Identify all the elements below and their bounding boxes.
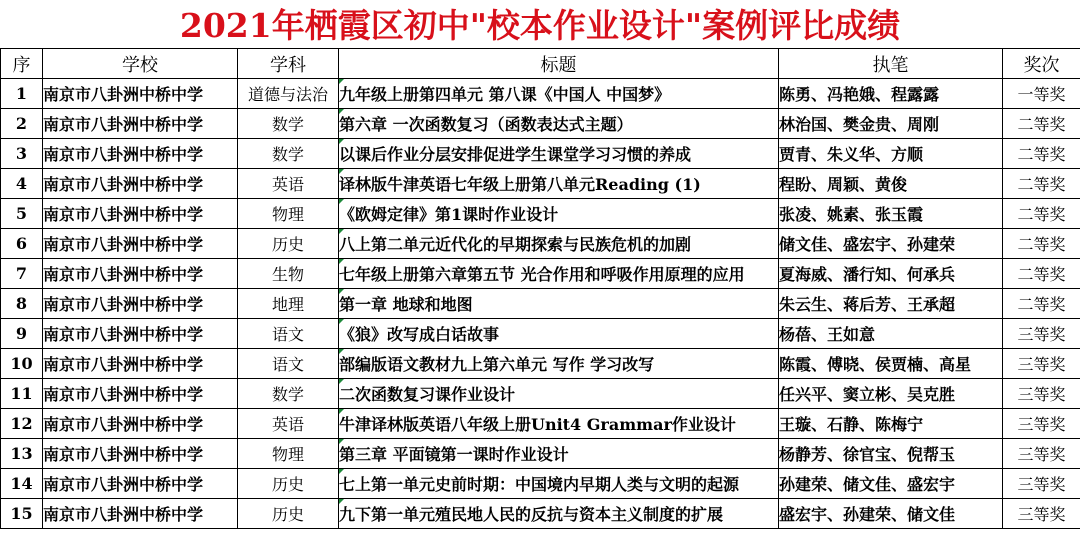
cell-award[interactable]: 二等奖 [1003,139,1080,169]
cell-school[interactable]: 南京市八卦洲中桥中学 [43,229,238,259]
cell-award[interactable]: 二等奖 [1003,199,1080,229]
cell-subject[interactable]: 英语 [238,169,339,199]
cell-subject[interactable]: 数学 [238,139,339,169]
cell-no[interactable]: 10 [1,349,43,379]
sheet-title: 2021年栖霞区初中"校本作业设计"案例评比成绩 [179,6,901,45]
cell-no[interactable]: 3 [1,139,43,169]
cell-subject[interactable]: 历史 [238,469,339,499]
cell-award[interactable]: 三等奖 [1003,499,1080,529]
cell-school[interactable]: 南京市八卦洲中桥中学 [43,109,238,139]
cell-title[interactable]: 《欧姆定律》第1课时作业设计 [339,199,779,229]
cell-title[interactable]: 七上第一单元史前时期：中国境内早期人类与文明的起源 [339,469,779,499]
cell-title[interactable]: 第六章 一次函数复习（函数表达式主题） [339,109,779,139]
table-row [1,199,1080,229]
cell-school[interactable]: 南京市八卦洲中桥中学 [43,259,238,289]
cell-author[interactable]: 张凌、姚素、张玉霞 [779,199,1003,229]
cell-author[interactable]: 杨静芳、徐官宝、倪帮玉 [779,439,1003,469]
cell-award[interactable]: 三等奖 [1003,349,1080,379]
cell-no[interactable]: 15 [1,499,43,529]
cell-no[interactable]: 8 [1,289,43,319]
cell-award[interactable]: 三等奖 [1003,469,1080,499]
cell-award[interactable]: 二等奖 [1003,229,1080,259]
cell-award[interactable]: 二等奖 [1003,169,1080,199]
cell-title[interactable]: 七年级上册第六章第五节 光合作用和呼吸作用原理的应用 [339,259,779,289]
cell-subject[interactable]: 英语 [238,409,339,439]
cell-award[interactable]: 三等奖 [1003,319,1080,349]
cell-author[interactable]: 储文佳、盛宏宇、孙建荣 [779,229,1003,259]
cell-no[interactable]: 13 [1,439,43,469]
table-row [1,289,1080,319]
cell-school[interactable]: 南京市八卦洲中桥中学 [43,139,238,169]
cell-author[interactable]: 陈霞、傅晓、侯贾楠、高星 [779,349,1003,379]
cell-title[interactable]: 八上第二单元近代化的早期探索与民族危机的加剧 [339,229,779,259]
cell-subject[interactable]: 数学 [238,109,339,139]
results-table [0,48,1080,529]
cell-award[interactable]: 一等奖 [1003,79,1080,109]
cell-subject[interactable]: 数学 [238,379,339,409]
cell-school[interactable]: 南京市八卦洲中桥中学 [43,469,238,499]
cell-title[interactable]: 二次函数复习课作业设计 [339,379,779,409]
table-body [1,79,1080,529]
cell-subject[interactable]: 地理 [238,289,339,319]
table-row [1,79,1080,109]
cell-author[interactable]: 王璇、石静、陈梅宁 [779,409,1003,439]
cell-award[interactable]: 二等奖 [1003,109,1080,139]
cell-title[interactable]: 九下第一单元殖民地人民的反抗与资本主义制度的扩展 [339,499,779,529]
cell-no[interactable]: 1 [1,79,43,109]
table-row [1,499,1080,529]
cell-no[interactable]: 5 [1,199,43,229]
header-subject[interactable]: 学科 [238,49,339,79]
cell-school[interactable]: 南京市八卦洲中桥中学 [43,319,238,349]
cell-no[interactable]: 6 [1,229,43,259]
table-row [1,319,1080,349]
cell-subject[interactable]: 物理 [238,199,339,229]
cell-no[interactable]: 11 [1,379,43,409]
cell-school[interactable]: 南京市八卦洲中桥中学 [43,79,238,109]
table-row [1,349,1080,379]
cell-award[interactable]: 二等奖 [1003,289,1080,319]
header-award[interactable]: 奖次 [1003,49,1080,79]
cell-school[interactable]: 南京市八卦洲中桥中学 [43,199,238,229]
cell-author[interactable]: 陈勇、冯艳娥、程露露 [779,79,1003,109]
cell-no[interactable]: 7 [1,259,43,289]
table-row [1,469,1080,499]
cell-school[interactable]: 南京市八卦洲中桥中学 [43,169,238,199]
cell-author[interactable]: 孙建荣、储文佳、盛宏宇 [779,469,1003,499]
cell-school[interactable]: 南京市八卦洲中桥中学 [43,289,238,319]
cell-no[interactable]: 9 [1,319,43,349]
table-row [1,169,1080,199]
table-row [1,409,1080,439]
cell-author[interactable]: 贾青、朱义华、方顺 [779,139,1003,169]
cell-subject[interactable]: 道德与法治 [238,79,339,109]
cell-title[interactable]: 第三章 平面镜第一课时作业设计 [339,439,779,469]
header-title[interactable]: 标题 [339,49,779,79]
header-no[interactable]: 序 [1,49,43,79]
cell-title[interactable]: 译林版牛津英语七年级上册第八单元Reading (1) [339,169,779,199]
cell-award[interactable]: 三等奖 [1003,379,1080,409]
cell-title[interactable]: 九年级上册第四单元 第八课《中国人 中国梦》 [339,79,779,109]
cell-title[interactable]: 以课后作业分层安排促进学生课堂学习习惯的养成 [339,139,779,169]
cell-author[interactable]: 杨蓓、王如意 [779,319,1003,349]
cell-school[interactable]: 南京市八卦洲中桥中学 [43,499,238,529]
cell-author[interactable]: 盛宏宇、孙建荣、储文佳 [779,499,1003,529]
cell-no[interactable]: 14 [1,469,43,499]
cell-subject[interactable]: 生物 [238,259,339,289]
table-row [1,259,1080,289]
cell-school[interactable]: 南京市八卦洲中桥中学 [43,379,238,409]
cell-school[interactable]: 南京市八卦洲中桥中学 [43,439,238,469]
table-row [1,139,1080,169]
cell-title[interactable]: 《狼》改写成白话故事 [339,319,779,349]
header-school[interactable]: 学校 [43,49,238,79]
cell-title[interactable]: 第一章 地球和地图 [339,289,779,319]
cell-author[interactable]: 林治国、樊金贵、周刚 [779,109,1003,139]
header-row [1,49,1080,79]
cell-school[interactable]: 南京市八卦洲中桥中学 [43,349,238,379]
cell-subject[interactable]: 语文 [238,319,339,349]
cell-author[interactable]: 夏海威、潘行知、何承兵 [779,259,1003,289]
cell-author[interactable]: 朱云生、蒋后芳、王承超 [779,289,1003,319]
table-row [1,229,1080,259]
cell-subject[interactable]: 物理 [238,439,339,469]
cell-award[interactable]: 二等奖 [1003,259,1080,289]
cell-award[interactable]: 三等奖 [1003,409,1080,439]
cell-author[interactable]: 任兴平、窦立彬、吴克胜 [779,379,1003,409]
cell-title[interactable]: 牛津译林版英语八年级上册Unit4 Grammar作业设计 [339,409,779,439]
cell-subject[interactable]: 历史 [238,499,339,529]
cell-subject[interactable]: 语文 [238,349,339,379]
table-row [1,109,1080,139]
cell-author[interactable]: 程盼、周颖、黄俊 [779,169,1003,199]
cell-school[interactable]: 南京市八卦洲中桥中学 [43,409,238,439]
cell-award[interactable]: 三等奖 [1003,439,1080,469]
cell-no[interactable]: 12 [1,409,43,439]
table-row [1,379,1080,409]
cell-subject[interactable]: 历史 [238,229,339,259]
table-row [1,439,1080,469]
header-author[interactable]: 执笔 [779,49,1003,79]
cell-no[interactable]: 2 [1,109,43,139]
cell-title[interactable]: 部编版语文教材九上第六单元 写作 学习改写 [339,349,779,379]
cell-no[interactable]: 4 [1,169,43,199]
